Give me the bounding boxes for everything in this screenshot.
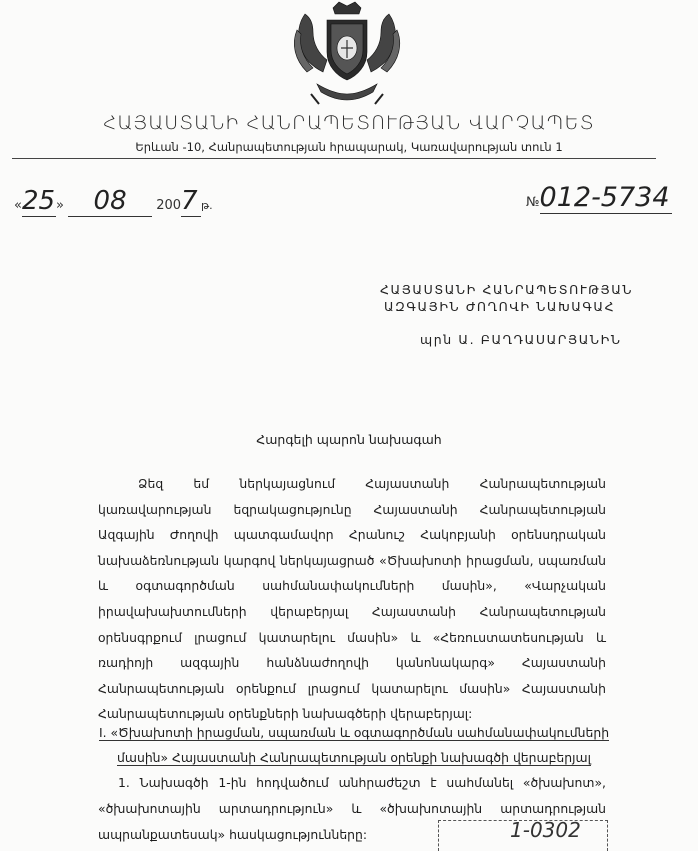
section-heading-line-2: մասին» Հայաստանի Հանրապետության օրենքի նախագծի վերաբերյալ	[117, 750, 591, 765]
armenian-coat-of-arms-emblem	[283, 0, 411, 108]
number-value: 012-5734	[539, 182, 670, 213]
addressee-line-2: ԱԶԳԱՅԻՆ ԺՈՂՈՎԻ ՆԱԽԱԳԱՀ	[384, 299, 616, 314]
greeting: Հարգելի պարոն նախագահ	[256, 432, 442, 447]
date-year-prefix: 200	[156, 198, 182, 213]
date-year-unit: թ.	[201, 199, 213, 212]
addressee-line-3: պրն Ա. ԲԱՂԴԱՍԱՐՅԱՆԻՆ	[420, 332, 622, 347]
paragraph-1-text: Ձեզ եմ ներկայացնում Հայաստանի Հանրապետության կառավարության եզրակացությունը Հայաստանի Հանրապետության Ազգային Ժողովի պատգամավոր Հրանուշ Հակոբյանի օրենսդրական նախաձեռնության կարգով ներկայացրած «Ծխախոտի իրացման, սպառման և օգտագործման սահմանափակումների մասին», «Վարչական իրավախախտումների վերաբերյալ Հայաստանի Հանրապետության օրենսգրքում լրացում կատարելու մասին» և «Հեռուստատեսության և ռադիոյի ազգային հանձնաժողովի կանոնակարգ» Հայաստանի Հանրապետության օրենքում լրացում կատարելու մասին» Հայաստանի Հանրապետության օրենքների նախագծերի վերաբերյալ:	[98, 476, 606, 722]
letter-number	[526, 182, 672, 214]
office-title: ՀԱՅԱՍՏԱՆԻ ՀԱՆՐԱՊԵՏՈՒԹՅԱՆ ՎԱՐՉԱՊԵՏ	[103, 112, 595, 134]
body-paragraph-1	[98, 471, 606, 727]
number-label: №	[526, 195, 540, 210]
section-heading-line-1: I. «Ծխախոտի իրացման, սպառման և օգտագործման սահմանափակումների	[98, 725, 610, 740]
letter-date: «25» 08 2007 թ.	[14, 186, 213, 216]
section-heading	[98, 720, 610, 770]
stamp-number: 1-0302	[510, 818, 581, 842]
office-address: Երևան -10, Հանրապետության հրապարակ, Կառավարության տուն 1	[135, 140, 563, 154]
date-year-suffix: 7	[181, 186, 201, 217]
paragraph-2-text: 1. Նախագծի 1-ին հոդվածում անհրաժեշտ է սահմանել «ծխախոտ», «ծխախոտային արտադրություն» և «ծխախոտային արտադրության ապրանքատեսակ» հասկացությունները:	[98, 775, 606, 842]
date-day: 25	[21, 186, 56, 216]
header-divider	[12, 158, 656, 159]
date-month: 08	[68, 186, 152, 217]
addressee-line-1: ՀԱՅԱՍՏԱՆԻ ՀԱՆՐԱՊԵՏՈՒԹՅԱՆ	[380, 282, 634, 297]
